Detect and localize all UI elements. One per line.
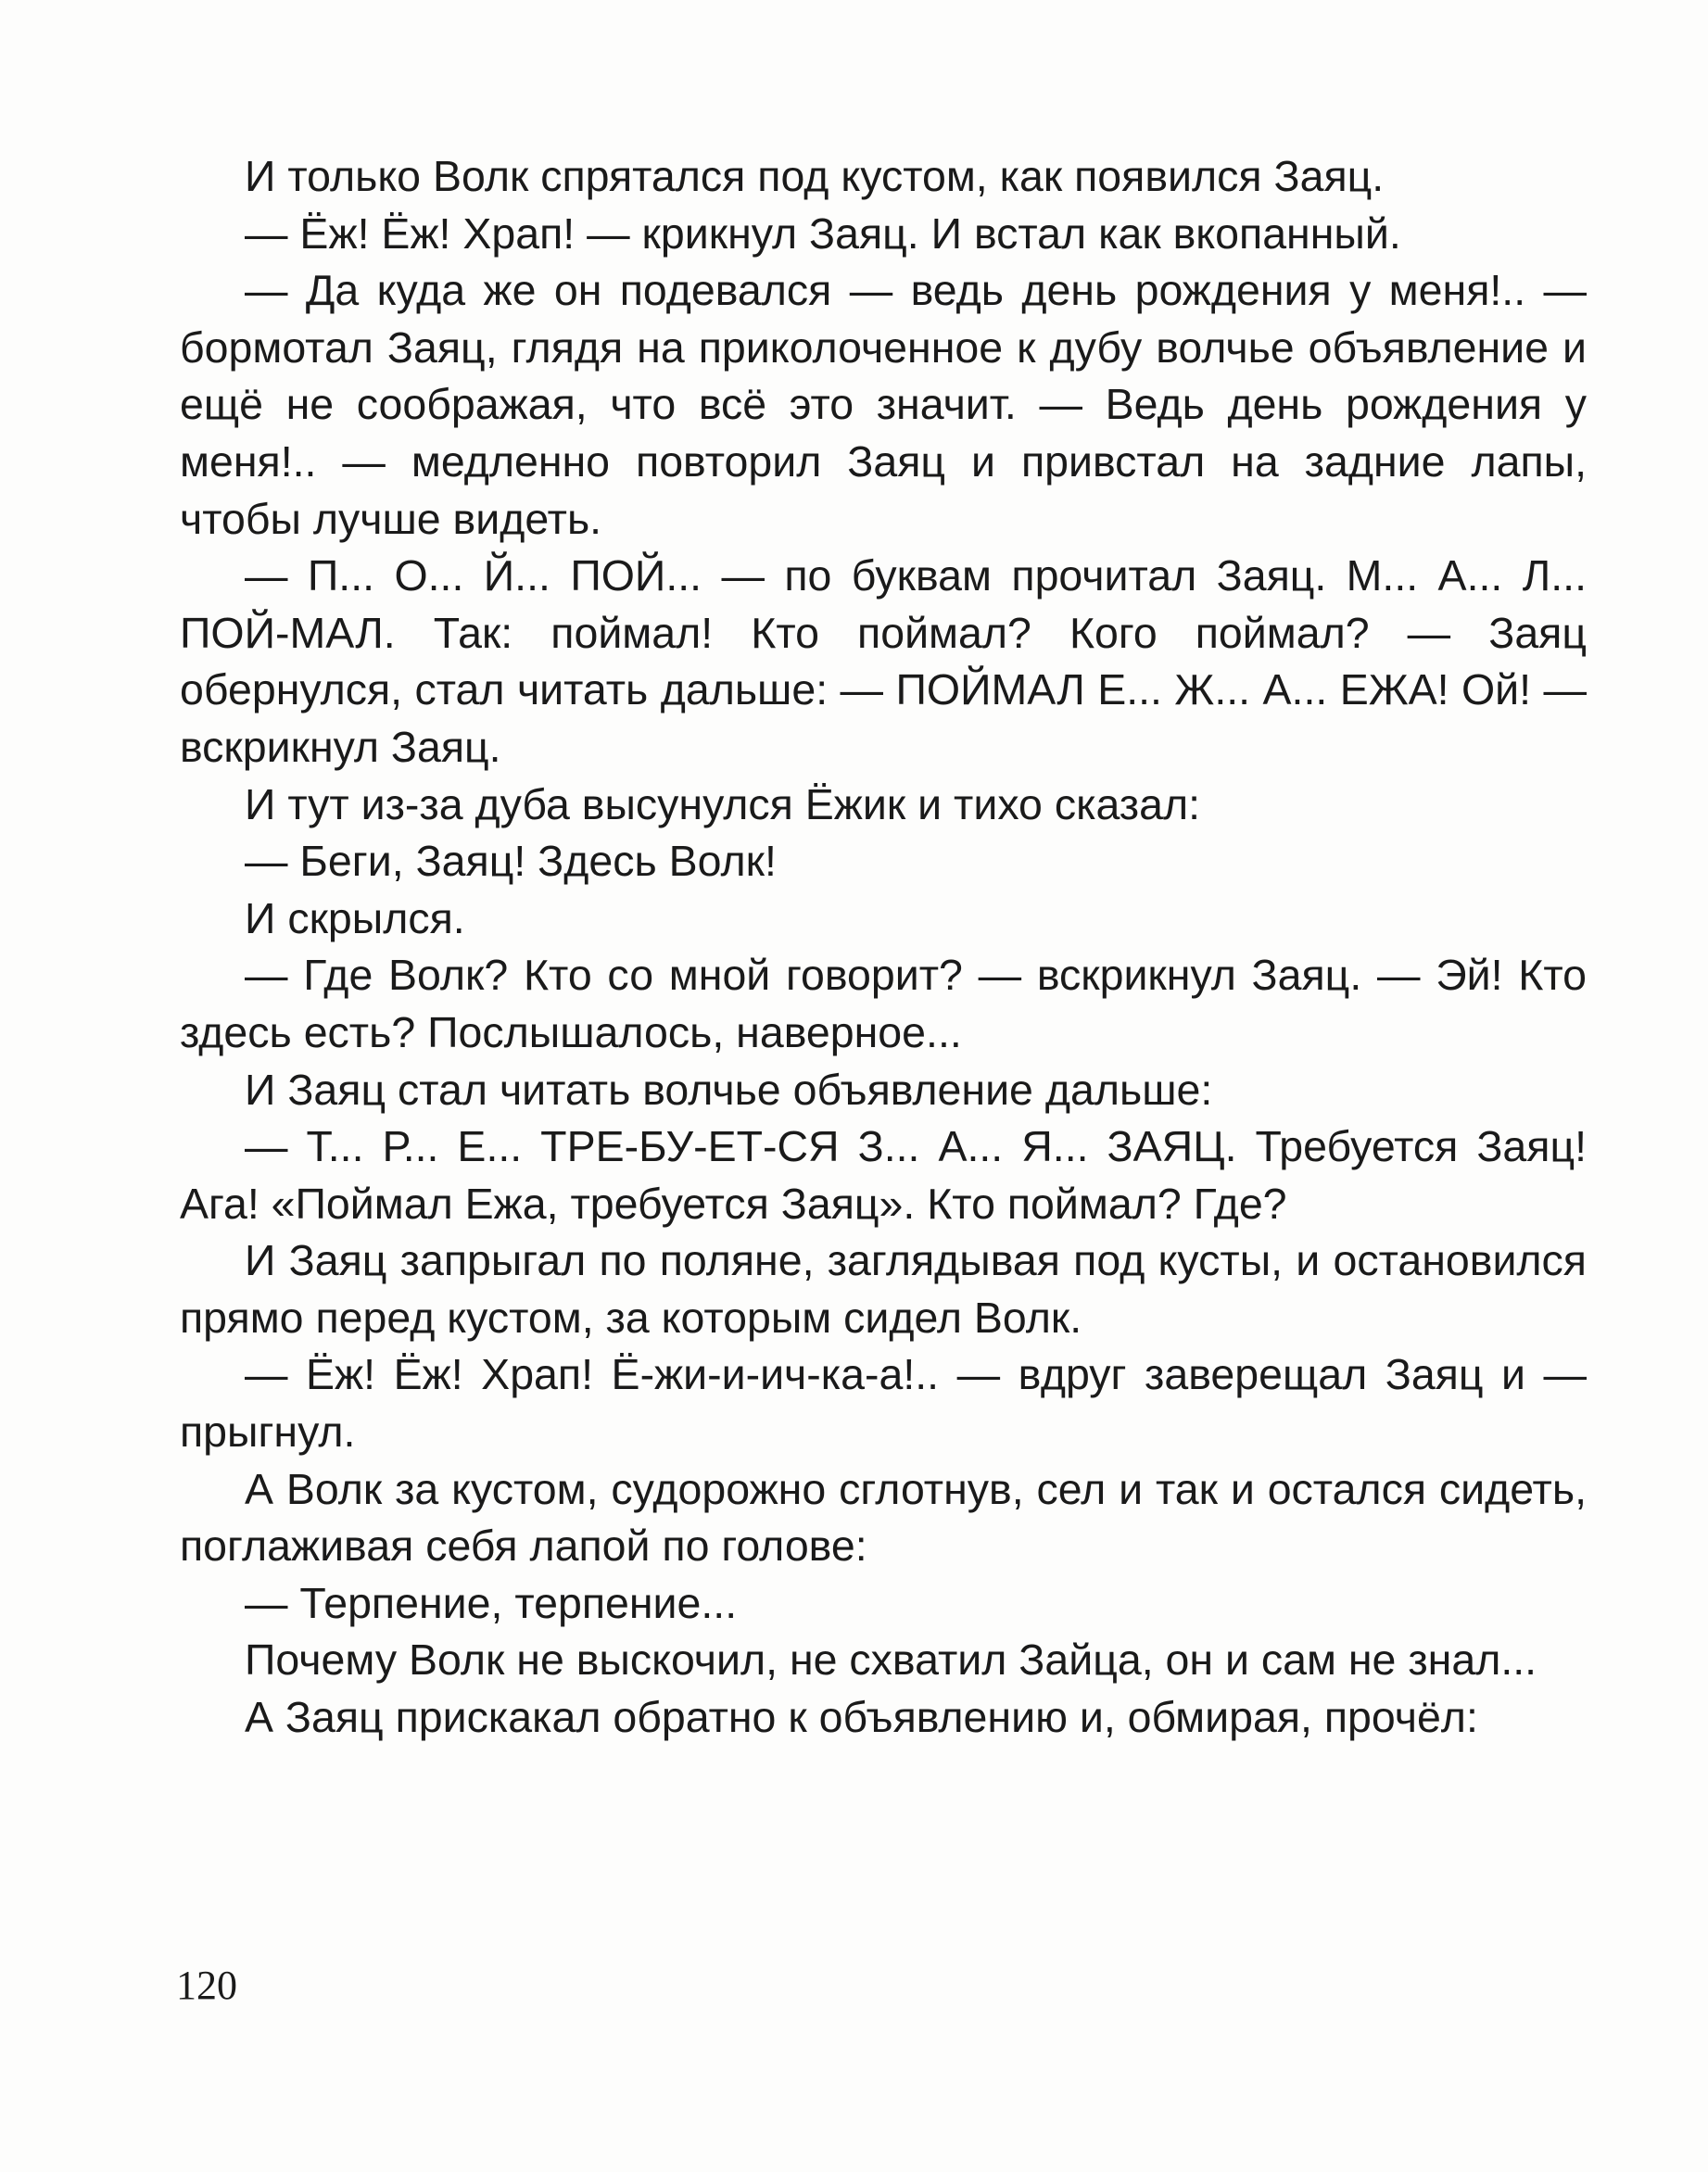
paragraph: А Волк за кустом, судорожно сглотнув, сел и так и остался сидеть, поглаживая себя лапой по голове: [180, 1464, 1587, 1571]
paragraph: И тут из-за дуба высунулся Ёжик и тихо сказал: [245, 779, 1201, 828]
story-text [180, 148, 1587, 1747]
paragraph: — П... О... Й... ПОЙ... — по буквам прочитал Заяц. М... А... Л... ПОЙ-МАЛ. Так: поймал! Кто поймал? Кого поймал? — Заяц обернулся, стал читать дальше: — ПОЙМАЛ Е... Ж... А... ЕЖА! Ой! — вскрикнул Заяц. [180, 551, 1587, 771]
paragraph: И скрылся. [245, 893, 465, 942]
paragraph: И Заяц запрыгал по поляне, заглядывая под кусты, и остановился прямо перед кустом, за которым сидел Волк. [180, 1236, 1587, 1342]
paragraph: — Ёж! Ёж! Храп! — крикнул Заяц. И встал как вкопанный. [245, 208, 1401, 258]
paragraph: — Беги, Заяц! Здесь Волк! [245, 837, 777, 886]
paragraph: — Ёж! Ёж! Храп! Ё-жи-и-ич-ка-а!.. — вдруг заверещал Заяц и — прыгнул. [180, 1350, 1587, 1457]
paragraph: — Где Волк? Кто со мной говорит? — вскрикнул Заяц. — Эй! Кто здесь есть? Послышалось, наверное... [180, 951, 1587, 1056]
page-number: 120 [176, 1963, 237, 2008]
paragraph: — Т... Р... Е... ТРЕ-БУ-ЕТ-СЯ З... А... Я... ЗАЯЦ. Требуется Заяц! Ага! «Поймал Ежа, требуется Заяц». Кто поймал? Где? [180, 1122, 1587, 1228]
paragraph: И Заяц стал читать волчье объявление дальше: [245, 1065, 1213, 1114]
paragraph: Почему Волк не выскочил, не схватил Зайца, он и сам не знал... [245, 1635, 1537, 1685]
paragraph: А Заяц прискакал обратно к объявлению и, обмирая, прочёл: [245, 1693, 1478, 1742]
paragraph: — Терпение, терпение... [245, 1578, 738, 1627]
paragraph: — Да куда же он подевался — ведь день рождения у меня!.. — бормотал Заяц, глядя на приколоченное к дубу волчье объявление и ещё не соображая, что всё это значит. — Ведь день рождения у меня!.. — медленно повторил Заяц и привстал на задние лапы, чтобы лучше видеть. [180, 266, 1587, 543]
paragraph: И только Волк спрятался под кустом, как появился Заяц. [245, 152, 1385, 200]
